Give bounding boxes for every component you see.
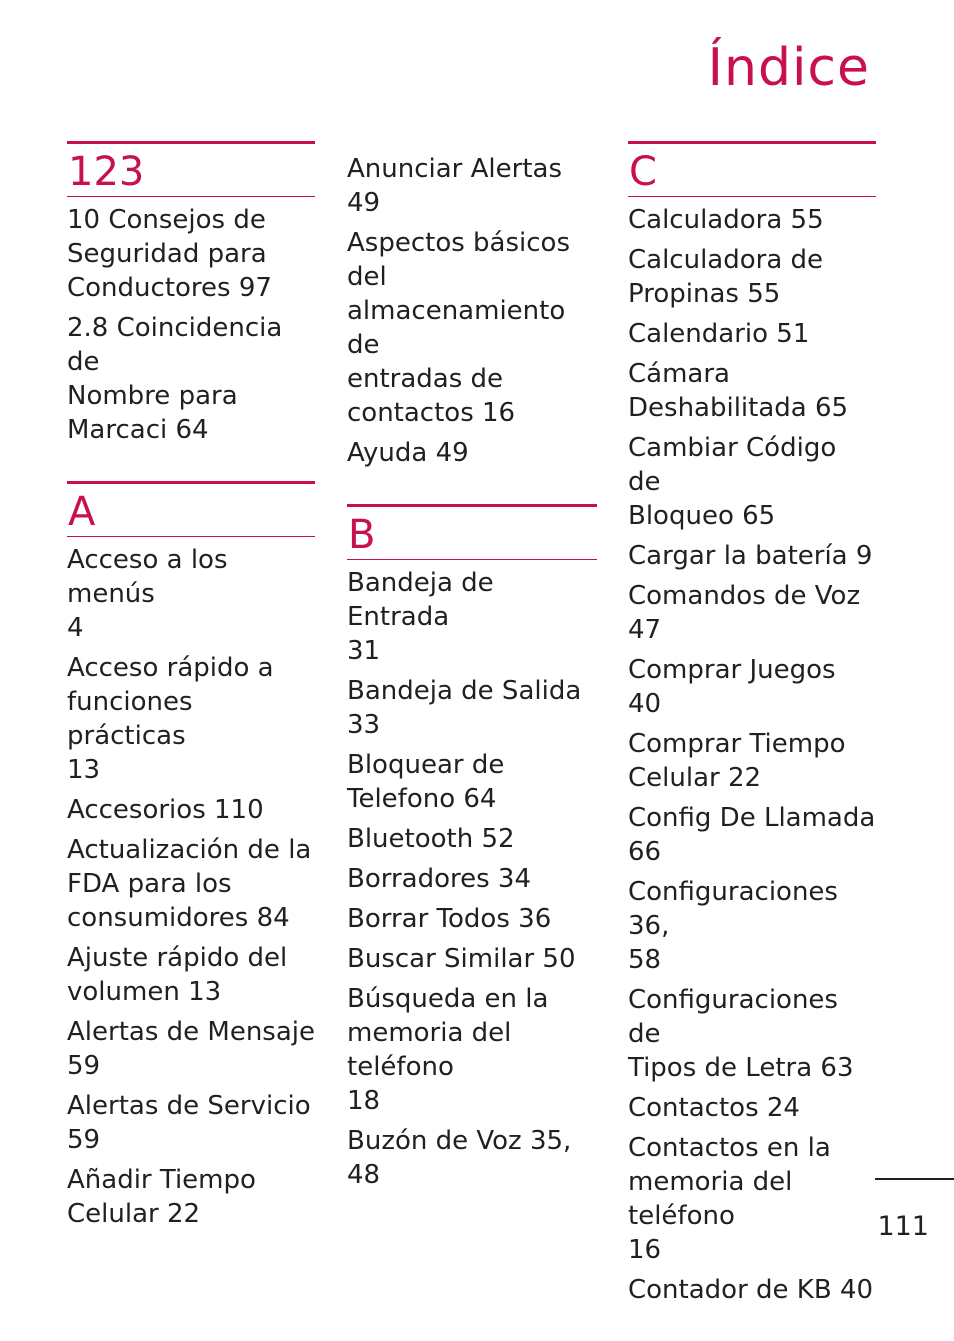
index-entry: Cámara Deshabilitada 65	[628, 359, 849, 423]
index-entry: Búsqueda en la memoria del teléfono 18	[347, 984, 549, 1116]
index-entry: Bandeja de Salida 33	[347, 676, 582, 740]
index-entry: 2.8 Coincidencia de Nombre para Marcaci 64	[67, 313, 283, 445]
footer-divider	[875, 1178, 954, 1180]
index-entry: Accesorios 110	[67, 795, 264, 825]
index-entry: Calculadora 55	[628, 205, 824, 235]
section-header	[628, 141, 876, 197]
index-section-a-continued	[347, 152, 597, 470]
index-entry: Acceso rápido a funciones prácticas 13	[67, 653, 274, 785]
index-entry: Comprar Tiempo Celular 22	[628, 729, 846, 793]
index-entry: Borrar Todos 36	[347, 904, 552, 934]
index-entry: Borradores 34	[347, 864, 532, 894]
index-section-123	[67, 141, 315, 447]
section-letter: 123	[68, 149, 145, 195]
index-entry: Ayuda 49	[347, 438, 469, 468]
index-entry: Configuraciones 36, 58	[628, 877, 838, 975]
index-entry: Cambiar Código de Bloqueo 65	[628, 433, 837, 531]
index-column-3	[628, 141, 876, 1341]
index-entry: Configuraciones de Tipos de Letra 63	[628, 985, 854, 1083]
index-entry: Buscar Similar 50	[347, 944, 576, 974]
index-entry: Bandeja de Entrada 31	[347, 568, 494, 666]
index-entry: Contactos 24	[628, 1093, 800, 1123]
index-entry: Contactos en la memoria del teléfono 16	[628, 1133, 831, 1265]
section-letter: B	[348, 512, 376, 558]
index-section-c	[628, 141, 876, 1307]
section-letter: A	[68, 489, 96, 535]
index-entry: Comandos de Voz 47	[628, 581, 861, 645]
section-letter: C	[629, 149, 657, 195]
index-entry: Anunciar Alertas 49	[347, 154, 562, 218]
index-entry: Añadir Tiempo Celular 22	[67, 1165, 256, 1229]
section-header	[67, 141, 315, 197]
index-entry: Buzón de Voz 35, 48	[347, 1126, 572, 1190]
index-entry: Ajuste rápido del volumen 13	[67, 943, 288, 1007]
index-entry: Calculadora de Propinas 55	[628, 245, 824, 309]
index-entry: Contador de KB 40	[628, 1275, 874, 1305]
index-entry: Acceso a los menús 4	[67, 545, 228, 643]
index-entry: 10 Consejos de Seguridad para Conductores 97	[67, 205, 272, 303]
index-section-b	[347, 504, 597, 1192]
index-entry: Bluetooth 52	[347, 824, 515, 854]
index-entry: Aspectos básicos del almacenamiento de entradas de contactos 16	[347, 228, 570, 428]
index-entry: Alertas de Servicio 59	[67, 1091, 311, 1155]
index-entry: Actualización de la FDA para los consumidores 84	[67, 835, 312, 933]
index-entry: Config De Llamada 66	[628, 803, 876, 867]
index-entry: Comprar Juegos 40	[628, 655, 836, 719]
index-entry: Alertas de Mensaje 59	[67, 1017, 316, 1081]
index-column-1	[67, 141, 315, 1265]
page-title: Índice	[707, 38, 870, 98]
index-entry: Calendario 51	[628, 319, 810, 349]
index-entry: Bloquear de Telefono 64	[347, 750, 505, 814]
index-section-a	[67, 481, 315, 1231]
section-header	[67, 481, 315, 537]
section-header	[347, 504, 597, 560]
index-column-2	[347, 152, 597, 1226]
page-number: 111	[877, 1211, 929, 1242]
index-entry: Cargar la batería 9	[628, 541, 873, 571]
